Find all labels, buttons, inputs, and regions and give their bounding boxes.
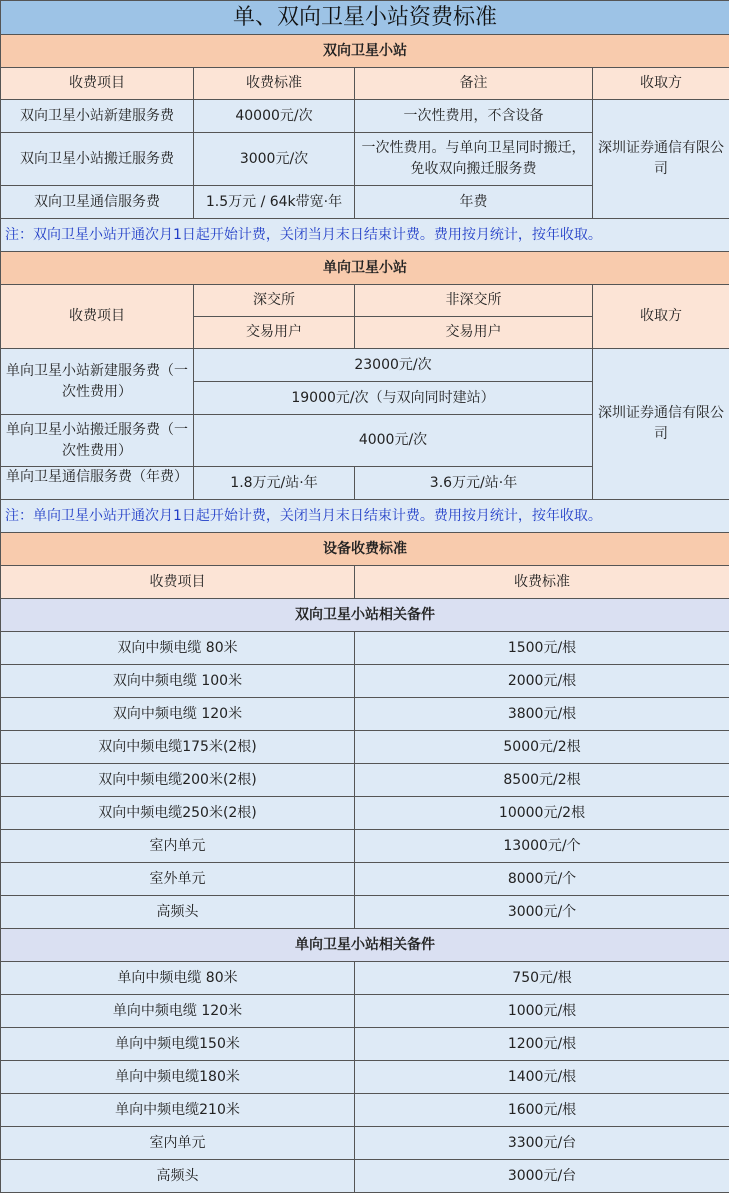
part-price: 3800元/根: [355, 698, 729, 731]
part-price: 1600元/根: [355, 1094, 729, 1127]
two-way-collector: 深圳证券通信有限公司: [593, 100, 729, 219]
page-title: 单、双向卫星小站资费标准: [1, 1, 729, 35]
part-item: 单向中频电缆 120米: [1, 995, 355, 1028]
two-way-section-title: 双向卫星小站: [1, 35, 729, 68]
one-way-comm-fee-non-szse: 3.6万元/站·年: [355, 467, 593, 500]
one-way-new-fee-joint: 19000元/次（与双向同时建站）: [194, 382, 593, 415]
two-way-new-remark: 一次性费用，不含设备: [355, 100, 593, 133]
two-way-new-fee: 40000元/次: [194, 100, 355, 133]
table-row: [1, 1061, 729, 1094]
one-way-header-collector: 收取方: [593, 285, 729, 349]
one-way-move-fee: 4000元/次: [194, 415, 593, 467]
two-way-move-fee: 3000元/次: [194, 133, 355, 186]
table-row: [1, 797, 729, 830]
part-price: 3000元/个: [355, 896, 729, 929]
table-row: [1, 632, 729, 665]
two-way-move-item: 双向卫星小站搬迁服务费: [1, 133, 194, 186]
one-way-note: 注：单向卫星小站开通次月1日起开始计费，关闭当月末日结束计费。费用按月统计，按年收取。: [1, 500, 729, 533]
part-price: 750元/根: [355, 962, 729, 995]
part-price: 5000元/2根: [355, 731, 729, 764]
part-price: 1000元/根: [355, 995, 729, 1028]
two-way-comm-item: 双向卫星通信服务费: [1, 186, 194, 219]
one-way-sub-szse: 交易用户: [194, 317, 355, 349]
two-way-comm-fee: 1.5万元 / 64k带宽·年: [194, 186, 355, 219]
one-way-section-title: 单向卫星小站: [1, 252, 729, 285]
table-row: [1, 1127, 729, 1160]
part-price: 2000元/根: [355, 665, 729, 698]
one-way-sub-non-szse: 交易用户: [355, 317, 593, 349]
table-row: [1, 764, 729, 797]
part-item: 双向中频电缆250米(2根): [1, 797, 355, 830]
header-fee: 收费标准: [194, 68, 355, 100]
one-way-header-non-szse: 非深交所: [355, 285, 593, 317]
part-price: 13000元/个: [355, 830, 729, 863]
part-item: 室内单元: [1, 830, 355, 863]
equipment-header-price: 收费标准: [355, 566, 729, 599]
part-item: 高频头: [1, 896, 355, 929]
part-price: 8500元/2根: [355, 764, 729, 797]
part-item: 室内单元: [1, 1127, 355, 1160]
one-way-collector: 深圳证券通信有限公司: [593, 349, 729, 500]
one-way-new-fee: 23000元/次: [194, 349, 593, 382]
part-item: 高频头: [1, 1160, 355, 1193]
table-row: [1, 863, 729, 896]
one-way-comm-fee-szse: 1.8万元/站·年: [194, 467, 355, 500]
part-price: 1500元/根: [355, 632, 729, 665]
table-row: [1, 896, 729, 929]
equipment-header-item: 收费项目: [1, 566, 355, 599]
header-remark: 备注: [355, 68, 593, 100]
part-item: 单向中频电缆150米: [1, 1028, 355, 1061]
header-item: 收费项目: [1, 68, 194, 100]
part-item: 单向中频电缆210米: [1, 1094, 355, 1127]
part-price: 1400元/根: [355, 1061, 729, 1094]
table-row: [1, 698, 729, 731]
table-row: [1, 1160, 729, 1193]
one-way-comm-item: 单向卫星通信服务费（年费）: [6, 469, 188, 485]
two-way-note: 注：双向卫星小站开通次月1日起开始计费，关闭当月末日结束计费。费用按月统计，按年收取。: [1, 219, 729, 252]
table-row: [1, 665, 729, 698]
part-item: 单向中频电缆180米: [1, 1061, 355, 1094]
table-row: [1, 731, 729, 764]
table-row: [1, 1028, 729, 1061]
part-item: 双向中频电缆 80米: [1, 632, 355, 665]
equipment-section-title: 设备收费标准: [1, 533, 729, 566]
two-way-parts-title: 双向卫星小站相关备件: [1, 599, 729, 632]
part-item: 室外单元: [1, 863, 355, 896]
part-price: 3300元/台: [355, 1127, 729, 1160]
part-item: 双向中频电缆175米(2根): [1, 731, 355, 764]
one-way-new-item: 单向卫星小站新建服务费（一次性费用）: [1, 349, 194, 415]
two-way-comm-remark: 年费: [355, 186, 593, 219]
one-way-parts-title: 单向卫星小站相关备件: [1, 929, 729, 962]
table-row: [1, 830, 729, 863]
part-item: 单向中频电缆 80米: [1, 962, 355, 995]
header-collector: 收取方: [593, 68, 729, 100]
one-way-header-item: 收费项目: [1, 285, 194, 349]
one-way-move-item: 单向卫星小站搬迁服务费（一次性费用）: [1, 415, 194, 467]
part-item: 双向中频电缆200米(2根): [1, 764, 355, 797]
one-way-header-szse: 深交所: [194, 285, 355, 317]
table-row: [1, 1094, 729, 1127]
two-way-move-remark: 一次性费用。与单向卫星同时搬迁，免收双向搬迁服务费: [355, 133, 593, 186]
part-price: 10000元/2根: [355, 797, 729, 830]
one-way-comm-item-cell: [1, 467, 194, 500]
two-way-new-item: 双向卫星小站新建服务费: [1, 100, 194, 133]
part-price: 8000元/个: [355, 863, 729, 896]
table-row: [1, 962, 729, 995]
part-item: 双向中频电缆 120米: [1, 698, 355, 731]
part-item: 双向中频电缆 100米: [1, 665, 355, 698]
part-price: 3000元/台: [355, 1160, 729, 1193]
table-row: [1, 995, 729, 1028]
part-price: 1200元/根: [355, 1028, 729, 1061]
